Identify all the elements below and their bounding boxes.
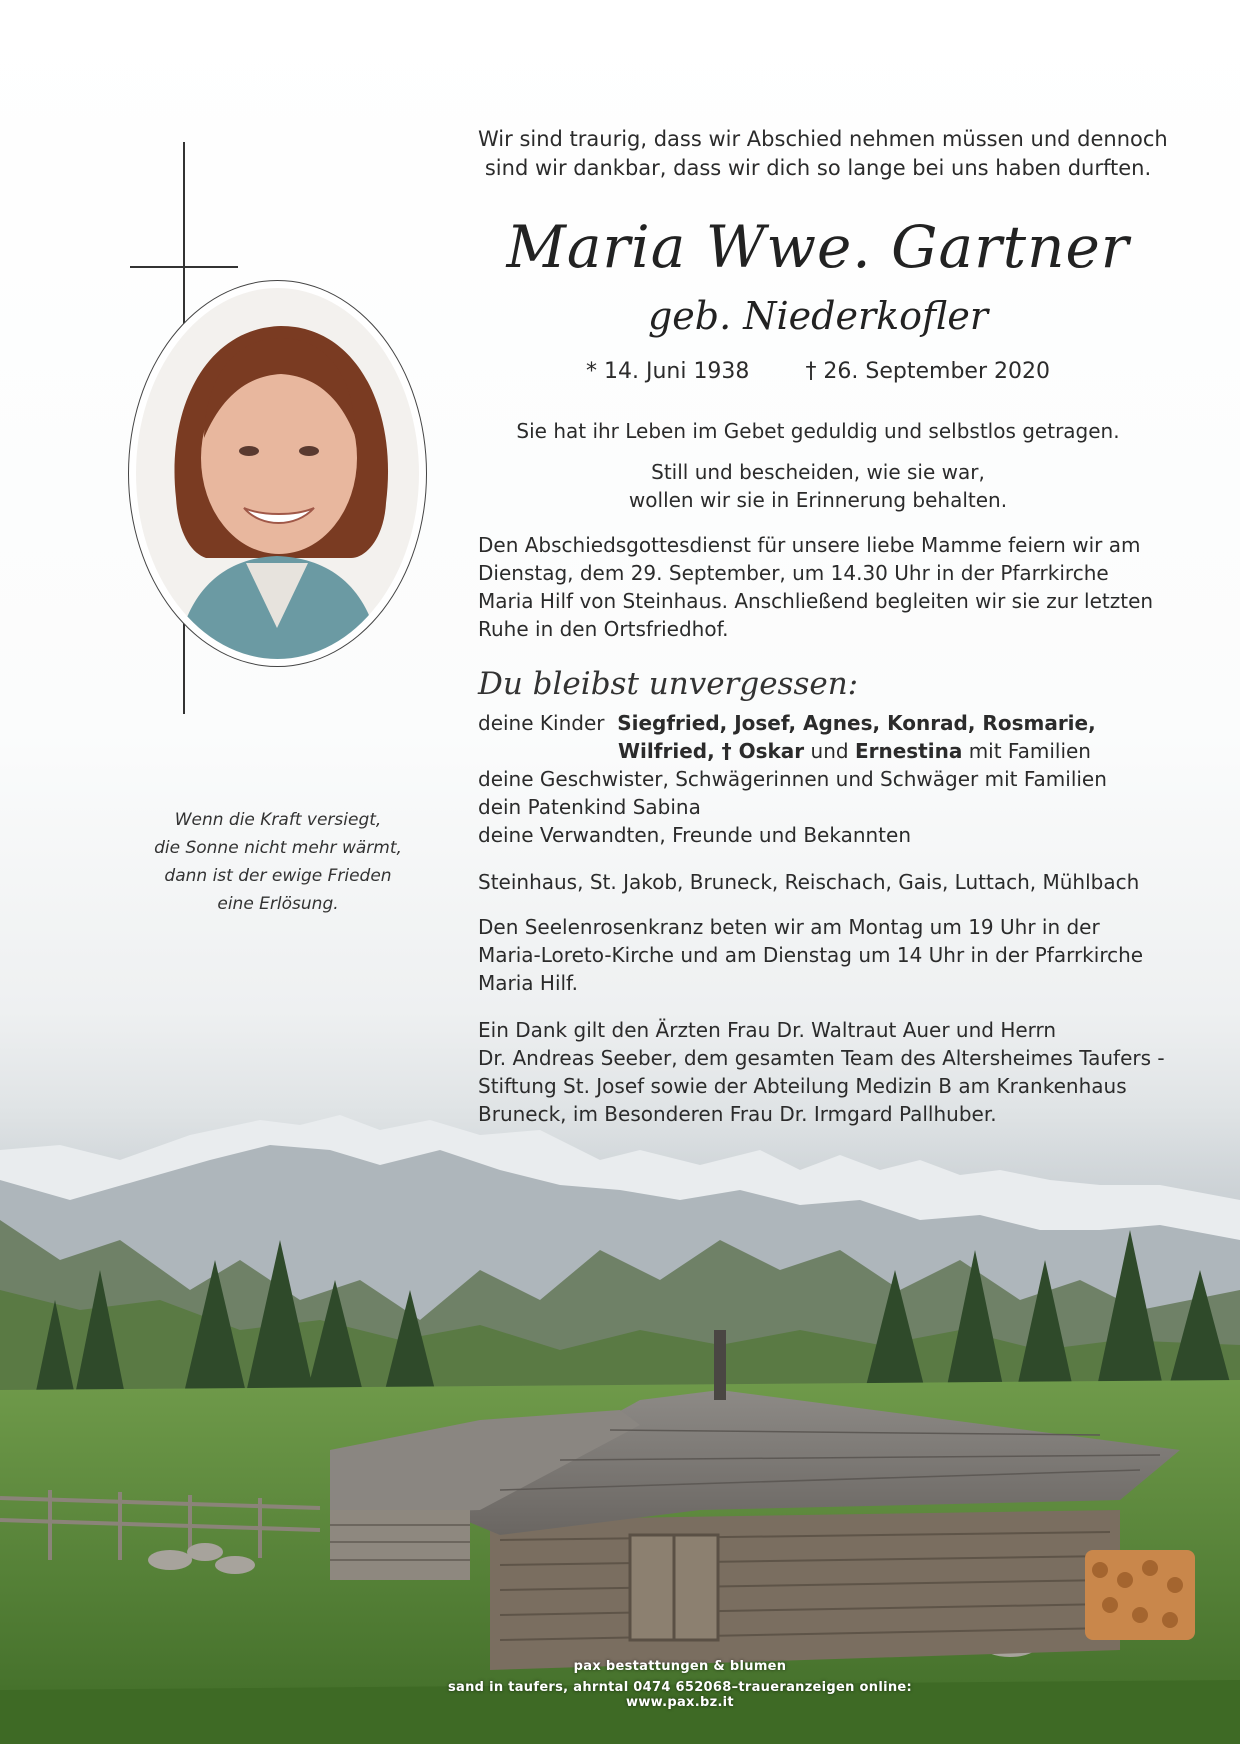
maiden-name: geb. Niederkofler	[647, 294, 989, 338]
footer-company: pax bestattungen & blumen	[573, 1659, 787, 1674]
connector-text: und	[810, 739, 849, 763]
saying-1: Sie hat ihr Leben im Gebet geduldig und selbstlos getragen.	[516, 419, 1120, 443]
portrait-photo	[136, 288, 419, 659]
birth-date: * 14. Juni 1938	[585, 359, 750, 384]
thanks-line: Ein Dank gilt den Ärzten Frau Dr. Waltraut Auer und Herrn	[478, 1018, 1057, 1042]
saying-line: wollen wir sie in Erinnerung behalten.	[628, 488, 1008, 512]
thanks-line: Stiftung St. Josef sowie der Abteilung Medizin B am Krankenhaus	[478, 1074, 1127, 1098]
saying-line: Still und bescheiden, wie sie war,	[651, 460, 985, 484]
service-line: Ruhe in den Ortsfriedhof.	[478, 617, 729, 641]
godchild-line: dein Patenkind Sabina	[478, 795, 701, 819]
alpine-hut-landscape	[0, 1090, 1240, 1744]
rosary-line: Den Seelenrosenkranz beten wir am Montag um 19 Uhr in der	[478, 915, 1100, 939]
relatives-line: deine Verwandten, Freunde und Bekannten	[478, 823, 912, 847]
children-names: Siegfried, Josef, Agnes, Konrad, Rosmarie,	[617, 711, 1096, 735]
footer-contact: sand in taufers, ahrntal 0474 652068–traueranzeigen online: www.pax.bz.it	[447, 1680, 913, 1710]
deceased-name: Maria Wwe. Gartner	[506, 213, 1130, 281]
intro-text	[478, 125, 1168, 183]
siblings-line: deine Geschwister, Schwägerinnen und Schwäger mit Familien	[478, 767, 1107, 791]
quote-line: Wenn die Kraft versiegt,	[174, 810, 382, 830]
families-text: mit Familien	[968, 739, 1091, 763]
service-line: Den Abschiedsgottesdienst für unsere liebe Mamme feiern wir am	[478, 533, 1141, 557]
family-list	[478, 709, 1158, 849]
intro-line: Wir sind traurig, dass wir Abschied nehmen müssen und dennoch	[478, 127, 1168, 151]
service-line: Dienstag, dem 29. September, um 14.30 Uhr in der Pfarrkirche	[478, 561, 1109, 585]
service-announcement	[478, 531, 1158, 643]
rosary-line: Maria Hilf.	[478, 971, 578, 995]
quote-line: eine Erlösung.	[217, 894, 339, 914]
rosary-line: Maria-Loreto-Kirche und am Dienstag um 14 Uhr in der Pfarrkirche	[478, 943, 1144, 967]
life-dates	[478, 357, 1158, 387]
quote-line: dann ist der ewige Frieden	[164, 866, 392, 886]
quote-text	[130, 806, 426, 918]
intro-line: sind wir dankbar, dass wir dich so lange bei uns haben durften.	[484, 156, 1152, 180]
children-line	[478, 709, 1158, 737]
places-line: Steinhaus, St. Jakob, Bruneck, Reischach, Gais, Luttach, Mühlbach	[478, 870, 1140, 894]
children-line-2	[478, 737, 1158, 765]
thanks-line: Bruneck, im Besonderen Frau Dr. Irmgard Pallhuber.	[478, 1102, 997, 1126]
saying-2	[478, 458, 1158, 514]
rosary-announcement	[478, 913, 1158, 997]
children-names: Wilfried, † Oskar	[618, 739, 805, 763]
thanks-text	[478, 1016, 1165, 1128]
service-line: Maria Hilf von Steinhaus. Anschließend begleiten wir sie zur letzten	[478, 589, 1154, 613]
death-date: † 26. September 2020	[805, 359, 1050, 384]
quote-line: die Sonne nicht mehr wärmt,	[154, 838, 402, 858]
thanks-line: Dr. Andreas Seeber, dem gesamten Team des Altersheimes Taufers -	[478, 1046, 1165, 1070]
cross-bar	[130, 266, 238, 268]
children-label: deine Kinder	[478, 711, 605, 735]
children-names: Ernestina	[854, 739, 963, 763]
unforgotten-heading: Du bleibst unvergessen:	[478, 666, 859, 702]
